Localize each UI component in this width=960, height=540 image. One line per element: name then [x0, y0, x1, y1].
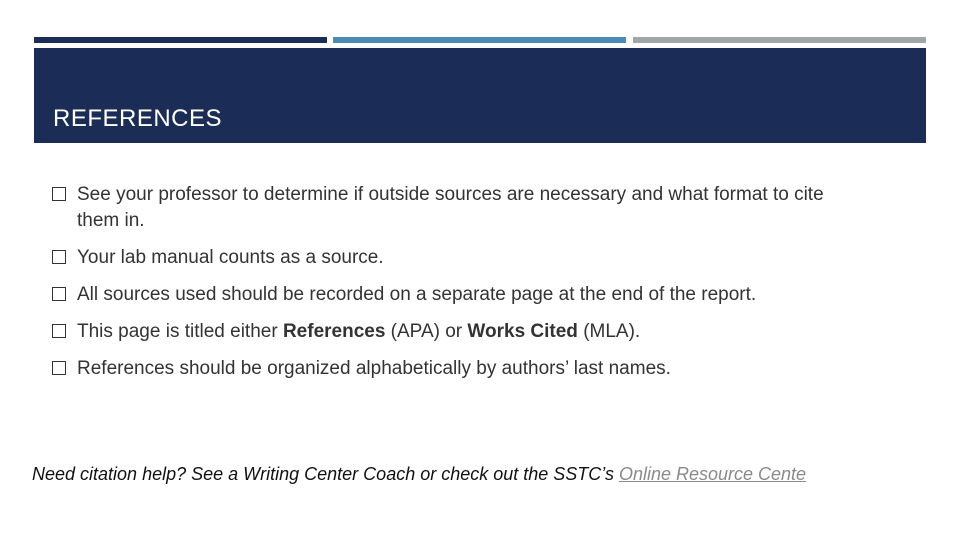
title-band — [34, 48, 926, 143]
online-resource-link[interactable]: Online Resource Cente — [618, 464, 807, 484]
footer-note — [32, 462, 806, 486]
bullet-text: All sources used should be recorded on a separate page at the end of the report. — [77, 284, 757, 305]
bullet-text-part: (APA) or — [385, 321, 468, 342]
bullet-item — [52, 356, 832, 382]
bullet-text-part: This page is titled either — [77, 321, 283, 342]
square-outline-icon — [52, 361, 66, 375]
bullet-item — [52, 282, 832, 308]
accent-bar-light-blue — [333, 37, 626, 43]
accent-bar-dark-blue — [34, 37, 327, 43]
slide-title: REFERENCES — [53, 105, 223, 132]
square-outline-icon — [52, 187, 66, 201]
bullet-item — [52, 245, 832, 271]
square-outline-icon — [52, 250, 66, 264]
bullet-text: See your professor to determine if outside sources are necessary and what format to cite them in. — [77, 184, 824, 231]
bullet-text: References should be organized alphabetically by authors’ last names. — [77, 358, 671, 379]
bullet-list — [52, 182, 832, 393]
square-outline-icon — [52, 287, 66, 301]
bullet-text: Your lab manual counts as a source. — [77, 247, 384, 268]
bullet-text-part: (MLA). — [577, 321, 641, 342]
bullet-item — [52, 182, 832, 234]
footer-text: Need citation help? See a Writing Center Coach or check out the SSTC’s — [32, 464, 619, 484]
bullet-item — [52, 319, 832, 345]
bullet-emphasis-works-cited: Works Cited — [467, 321, 578, 342]
bullet-emphasis-references: References — [282, 321, 386, 342]
accent-bar-gray — [633, 37, 926, 43]
square-outline-icon — [52, 324, 66, 338]
